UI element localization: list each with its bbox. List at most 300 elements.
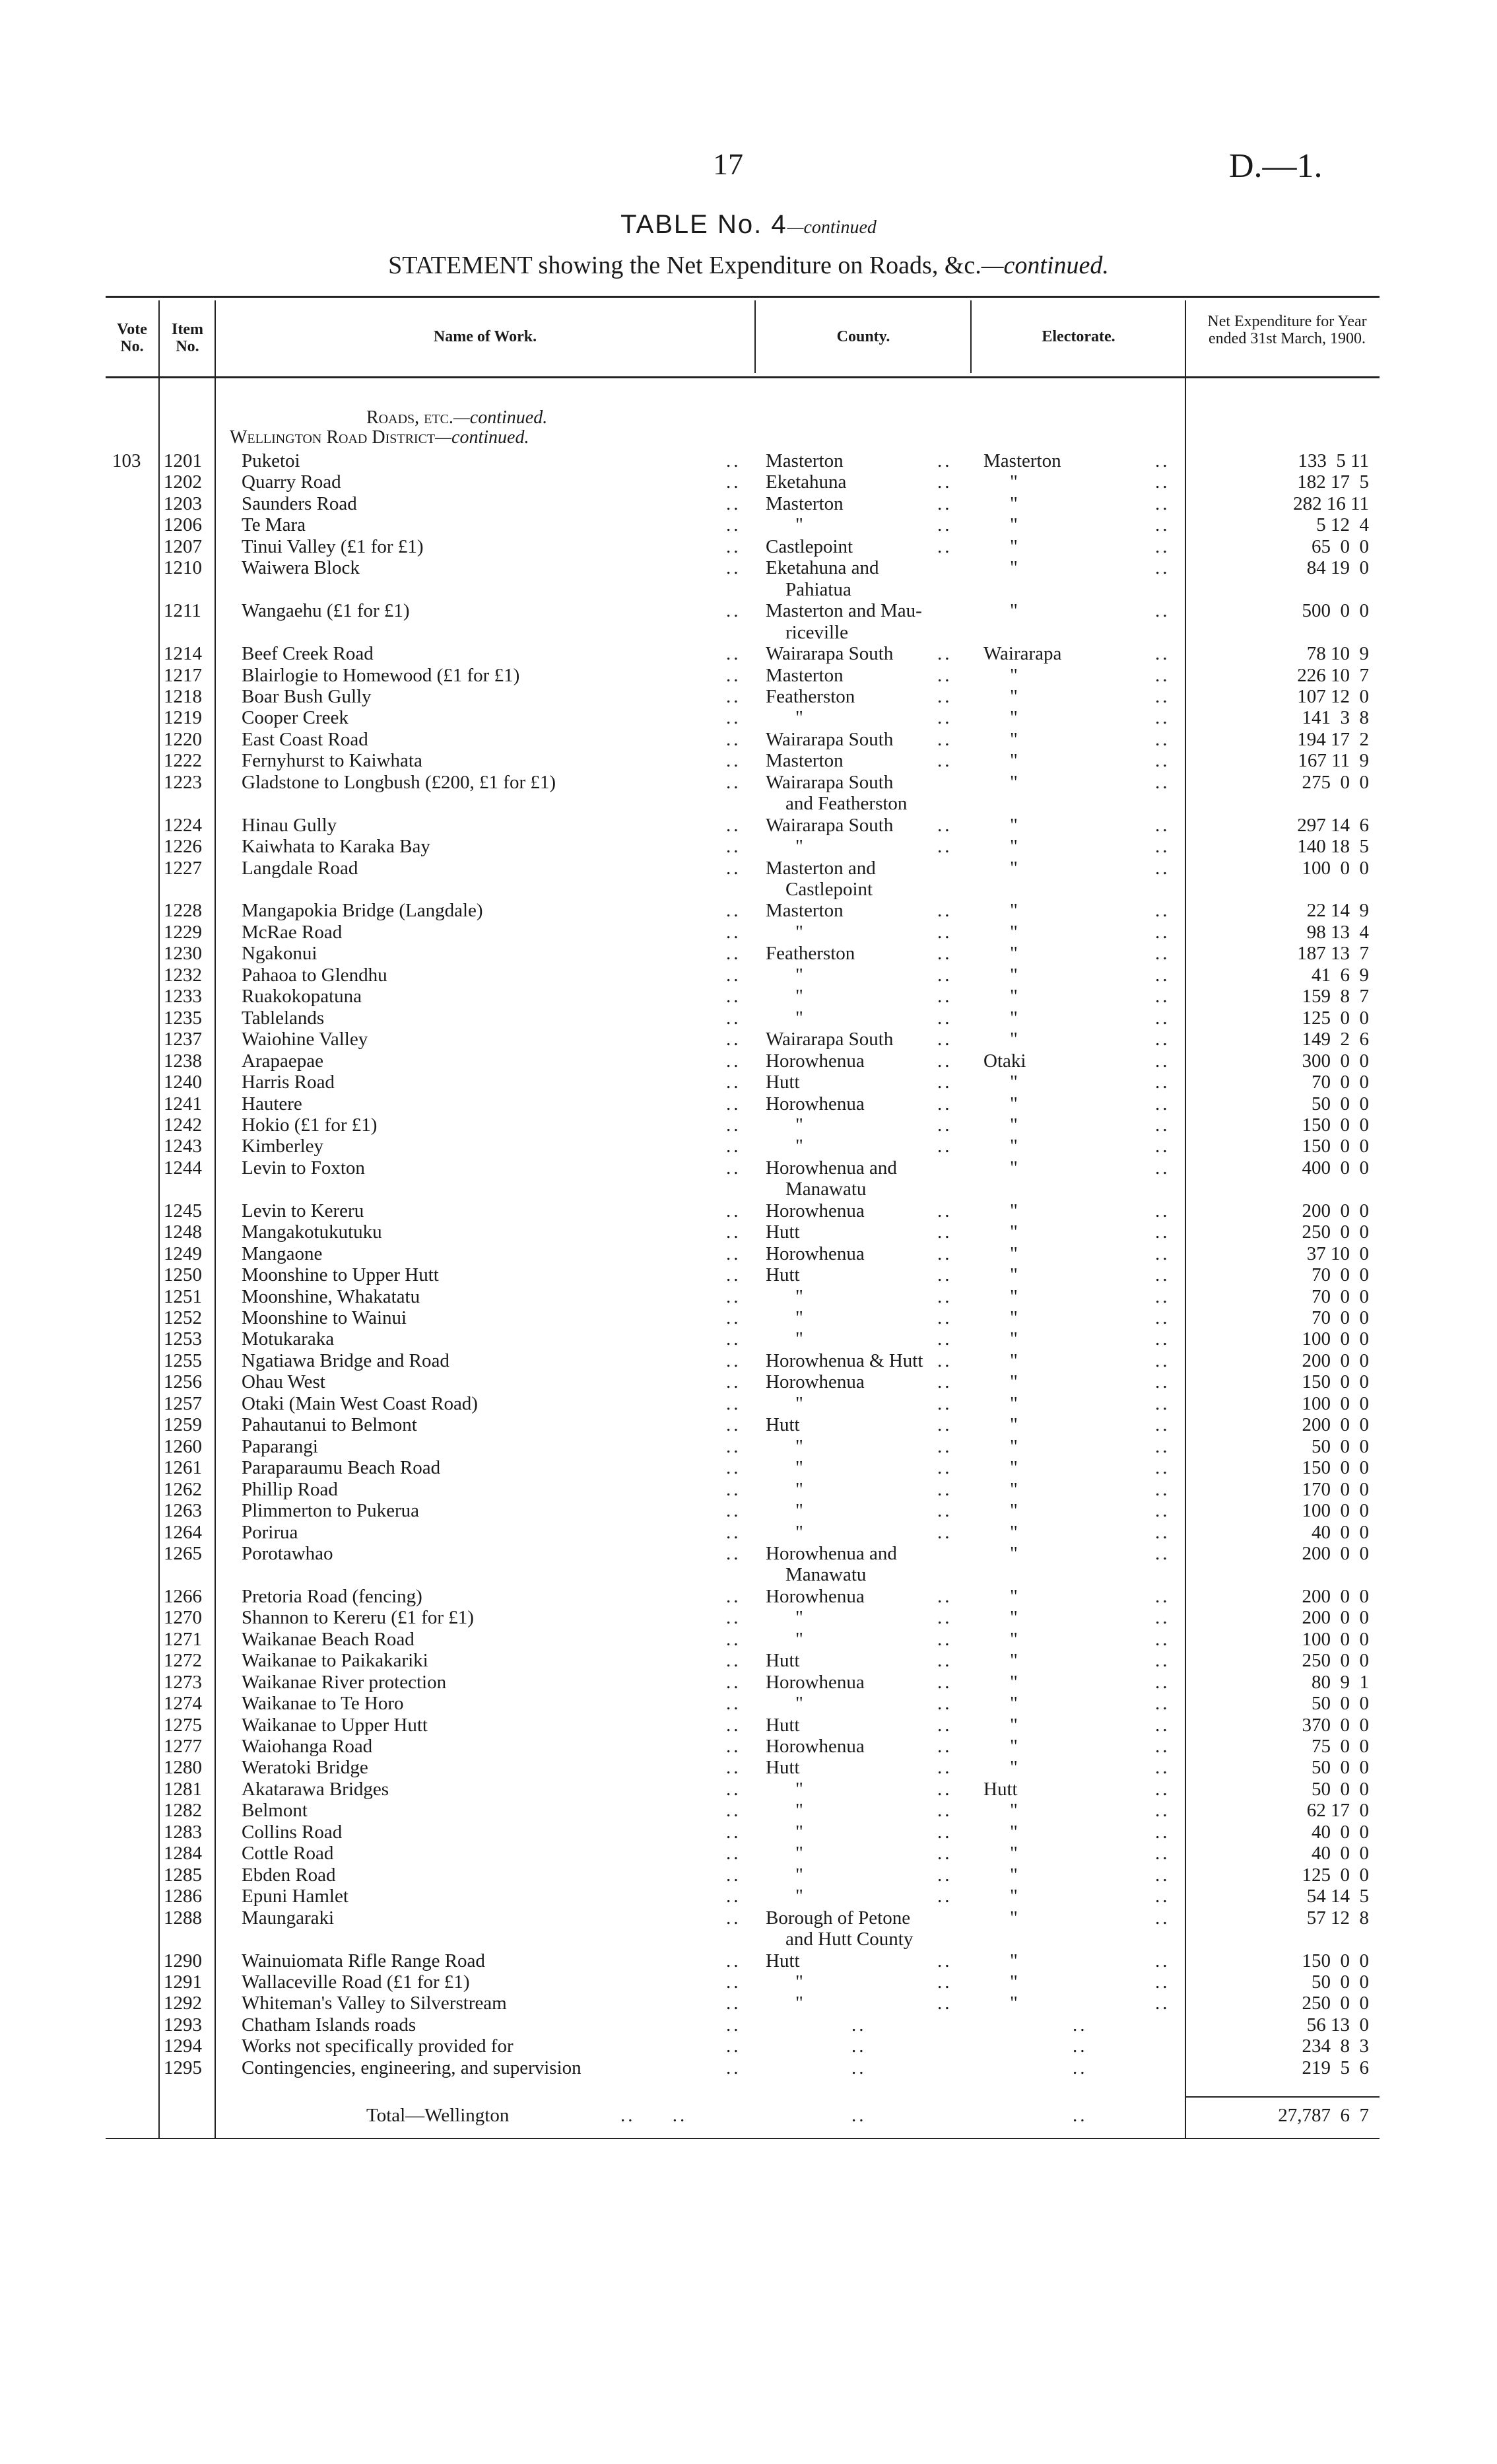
work-name: Phillip Road (242, 1478, 338, 1500)
county: " (795, 1971, 803, 1993)
electorate: " (1010, 1072, 1018, 1093)
electorate: " (1010, 1800, 1018, 1822)
net-expenditure: 50 0 0 (1312, 1435, 1369, 1457)
net-expenditure: 40 0 0 (1312, 1521, 1369, 1543)
electorate-leader-dots: .. (1155, 1585, 1170, 1607)
net-expenditure: 78 10 9 (1306, 643, 1369, 665)
county: Horowhenua & Hutt (766, 1350, 923, 1371)
electorate: " (1010, 1907, 1018, 1929)
county: " (795, 1800, 803, 1822)
electorate-leader-dots: .. (1155, 1392, 1170, 1414)
county-leader-dots: .. (937, 1585, 952, 1607)
electorate-leader-dots: .. (1155, 1714, 1170, 1736)
item-number: 1218 (164, 685, 202, 707)
work-name: Chatham Islands roads (242, 2014, 416, 2036)
county: Hutt (766, 1950, 800, 1971)
county: " (795, 1778, 803, 1800)
name-leader-dots: .. (726, 1221, 741, 1243)
table-title-main: TABLE No. 4 (620, 210, 787, 239)
net-expenditure: 282 16 11 (1293, 493, 1369, 514)
work-name: Ebden Road (242, 1864, 336, 1886)
item-number: 1255 (164, 1350, 202, 1371)
net-expenditure: 150 0 0 (1302, 1136, 1369, 1157)
electorate-leader-dots: .. (1155, 750, 1170, 772)
electorate: " (1010, 728, 1018, 750)
item-number: 1293 (164, 2014, 202, 2036)
county-leader-dots: .. (937, 1607, 952, 1629)
net-expenditure: 100 0 0 (1302, 1328, 1369, 1350)
county: " (795, 1328, 803, 1350)
item-number: 1265 (164, 1542, 202, 1564)
electorate-leader-dots: .. (1155, 1350, 1170, 1371)
col-divider-county (970, 300, 972, 373)
net-expenditure: 80 9 1 (1312, 1671, 1369, 1693)
county: Masterton (766, 450, 844, 471)
county: " (795, 1307, 803, 1328)
county: Eketahuna and (766, 557, 879, 579)
net-expenditure: 5 12 4 (1316, 514, 1369, 536)
electorate-leader-dots: .. (1155, 1457, 1170, 1479)
electorate-leader-dots: .. (1155, 986, 1170, 1008)
name-leader-dots: .. (726, 814, 741, 836)
name-leader-dots: .. (726, 1907, 741, 1929)
county-leader-dots: .. (937, 1457, 952, 1479)
net-expenditure: 75 0 0 (1312, 1736, 1369, 1757)
name-leader-dots: .. (726, 1392, 741, 1414)
work-name: Quarry Road (242, 471, 341, 493)
net-expenditure: 50 0 0 (1312, 1757, 1369, 1779)
section-roads-label: Roads, etc. (366, 407, 453, 428)
work-name: Waikanae to Upper Hutt (242, 1714, 428, 1736)
electorate-leader-dots: .. (1155, 450, 1170, 471)
county: Hutt (766, 1650, 800, 1672)
statement-prefix: STATEMENT showing the Net Expenditure on Roads, &c. (388, 252, 981, 279)
electorate-leader-dots: .. (1155, 1864, 1170, 1886)
county-leader-dots: .. (937, 1843, 952, 1865)
electorate-leader-dots: .. (1155, 1093, 1170, 1114)
county-leader-dots: .. (937, 814, 952, 836)
name-leader-dots: .. (726, 921, 741, 943)
electorate-leader-dots: .. (1155, 1072, 1170, 1093)
electorate-leader-dots: .. (1155, 471, 1170, 493)
county-continued: Manawatu (785, 1179, 867, 1200)
net-expenditure: 100 0 0 (1302, 1628, 1369, 1650)
county-leader-dots: .. (937, 1285, 952, 1307)
county-leader-dots: .. (937, 707, 952, 729)
name-leader-dots: .. (726, 1478, 741, 1500)
table-title-continued: —continued (787, 217, 877, 238)
item-number: 1210 (164, 557, 202, 579)
electorate-leader-dots: .. (1155, 1843, 1170, 1865)
work-name: Maungaraki (242, 1907, 335, 1929)
work-name: Paparangi (242, 1435, 318, 1457)
work-name: Porotawhao (242, 1542, 333, 1564)
electorate-leader-dots: .. (1155, 1371, 1170, 1393)
net-expenditure: 70 0 0 (1312, 1285, 1369, 1307)
county-leader-dots: .. (937, 836, 952, 858)
electorate: " (1010, 1628, 1018, 1650)
item-number: 1228 (164, 900, 202, 922)
county-leader-dots: .. (937, 986, 952, 1008)
name-leader-dots: .. (726, 1693, 741, 1715)
county-leader-dots: .. (937, 643, 952, 665)
county: Wairarapa South (766, 1029, 894, 1050)
name-leader-dots: .. (726, 1050, 741, 1072)
col-divider-vote (158, 300, 160, 2139)
net-expenditure: 297 14 6 (1297, 814, 1369, 836)
county-leader-dots: .. (937, 514, 952, 536)
item-number: 1217 (164, 664, 202, 686)
col-divider-electorate (1185, 300, 1186, 2139)
county-leader-dots: .. (937, 1007, 952, 1029)
item-number: 1295 (164, 2057, 202, 2078)
name-leader-dots: .. (726, 1307, 741, 1328)
name-leader-dots: .. (726, 943, 741, 965)
electorate-leader-dots: .. (1155, 1114, 1170, 1136)
county: Horowhenua (766, 1585, 865, 1607)
electorate-leader-dots: .. (1155, 535, 1170, 557)
name-leader-dots: .. (726, 1542, 741, 1564)
electorate: " (1010, 514, 1018, 536)
item-number: 1250 (164, 1264, 202, 1286)
work-name: Beef Creek Road (242, 643, 374, 665)
county: " (795, 964, 803, 986)
electorate-leader-dots: .. (1155, 1693, 1170, 1715)
county-leader-dots: .. (937, 1736, 952, 1757)
county: Hutt (766, 1757, 800, 1779)
electorate-leader-dots: .. (1155, 857, 1170, 879)
county-continued: riceville (785, 621, 849, 643)
net-expenditure: 149 2 6 (1302, 1029, 1369, 1050)
electorate-leader-dots: .. (1155, 1029, 1170, 1050)
work-name: Waiwera Block (242, 557, 360, 579)
name-leader-dots: .. (726, 1500, 741, 1522)
net-expenditure: 70 0 0 (1312, 1072, 1369, 1093)
item-number: 1232 (164, 964, 202, 986)
name-leader-dots: .. (726, 750, 741, 772)
net-expenditure: 250 0 0 (1302, 1993, 1369, 2014)
electorate: " (1010, 964, 1018, 986)
section-district (230, 427, 529, 448)
section-district-label: Wellington Road District (230, 427, 436, 448)
name-leader-dots: .. (726, 2036, 741, 2057)
work-name: Fernyhurst to Kaiwhata (242, 750, 422, 772)
electorate-leader-dots: .. (1155, 1136, 1170, 1157)
item-number: 1294 (164, 2036, 202, 2057)
county: " (795, 1136, 803, 1157)
name-leader-dots: .. (726, 728, 741, 750)
county-leader-dots: .. (937, 664, 952, 686)
item-number: 1245 (164, 1200, 202, 1221)
electorate: " (1010, 1821, 1018, 1843)
item-number: 1243 (164, 1136, 202, 1157)
name-leader-dots: .. (726, 2057, 741, 2078)
electorate: " (1010, 1264, 1018, 1286)
electorate: " (1010, 921, 1018, 943)
work-name: Tablelands (242, 1007, 325, 1029)
electorate-leader-dots: .. (1155, 1671, 1170, 1693)
name-leader-dots: .. (726, 1628, 741, 1650)
name-leader-dots: .. (726, 493, 741, 514)
name-leader-dots: .. (726, 514, 741, 536)
vote-number: 103 (112, 450, 141, 471)
work-name: Akatarawa Bridges (242, 1778, 389, 1800)
county: " (795, 1435, 803, 1457)
name-leader-dots: .. (726, 1757, 741, 1779)
name-leader-dots: .. (726, 1136, 741, 1157)
electorate-leader-dots: .. (1073, 2057, 1088, 2078)
electorate-leader-dots: .. (1155, 921, 1170, 943)
total-leader-dots: .. .. (620, 2105, 688, 2126)
statement-suffix: —continued. (981, 252, 1109, 279)
work-name: Cooper Creek (242, 707, 349, 729)
work-name: Pahautanui to Belmont (242, 1414, 417, 1436)
county: " (795, 986, 803, 1008)
header-county: County. (836, 328, 890, 345)
item-number: 1273 (164, 1671, 202, 1693)
electorate: " (1010, 1392, 1018, 1414)
county-leader-dots: .. (937, 1521, 952, 1543)
work-name: Kaiwhata to Karaka Bay (242, 836, 430, 858)
name-leader-dots: .. (726, 1435, 741, 1457)
county-leader-dots: .. (937, 900, 952, 922)
work-name: Waikanae Beach Road (242, 1628, 415, 1650)
county-leader-dots: .. (937, 1328, 952, 1350)
county-leader-dots: .. (937, 1072, 952, 1093)
work-name: Kimberley (242, 1136, 324, 1157)
name-leader-dots: .. (726, 1950, 741, 1971)
county: Masterton (766, 664, 844, 686)
county: " (795, 1628, 803, 1650)
county: Horowhenua (766, 1200, 865, 1221)
county-leader-dots: .. (937, 1093, 952, 1114)
item-number: 1203 (164, 493, 202, 514)
table-title (0, 210, 1497, 240)
county-leader-dots: .. (937, 1864, 952, 1886)
county: Eketahuna (766, 471, 847, 493)
county: Masterton and (766, 857, 876, 879)
electorate: " (1010, 1328, 1018, 1350)
electorate: " (1010, 857, 1018, 879)
electorate: " (1010, 814, 1018, 836)
electorate: Wairarapa (983, 643, 1062, 665)
name-leader-dots: .. (726, 1736, 741, 1757)
work-name: Mangaone (242, 1243, 323, 1264)
work-name: Waiohanga Road (242, 1736, 373, 1757)
work-name: Pahaoa to Glendhu (242, 964, 387, 986)
item-number: 1206 (164, 514, 202, 536)
name-leader-dots: .. (726, 685, 741, 707)
electorate: " (1010, 1136, 1018, 1157)
name-leader-dots: .. (726, 1328, 741, 1350)
name-leader-dots: .. (726, 1800, 741, 1822)
county: Featherston (766, 685, 855, 707)
work-name: Weratoki Bridge (242, 1757, 368, 1779)
county-leader-dots: .. (937, 1950, 952, 1971)
page-number: 17 (713, 147, 743, 181)
county: Horowhenua and (766, 1542, 897, 1564)
county-leader-dots: .. (937, 1886, 952, 1907)
electorate-leader-dots: .. (1155, 1435, 1170, 1457)
item-number: 1249 (164, 1243, 202, 1264)
item-number: 1256 (164, 1371, 202, 1393)
electorate-leader-dots: .. (1155, 707, 1170, 729)
county-leader-dots: .. (937, 1500, 952, 1522)
item-number: 1286 (164, 1886, 202, 1907)
electorate-leader-dots: .. (1155, 1243, 1170, 1264)
county: " (795, 836, 803, 858)
name-leader-dots: .. (726, 535, 741, 557)
county-continued: and Featherston (785, 793, 908, 815)
county-leader-dots: .. (937, 1350, 952, 1371)
county: Horowhenua (766, 1050, 865, 1072)
name-leader-dots: .. (726, 1843, 741, 1865)
total-county-dots: .. (851, 2105, 867, 2126)
electorate-leader-dots: .. (1155, 1650, 1170, 1672)
work-name: Moonshine to Wainui (242, 1307, 407, 1328)
net-expenditure: 300 0 0 (1302, 1050, 1369, 1072)
col-divider-name (754, 300, 756, 373)
county: " (795, 1007, 803, 1029)
electorate-leader-dots: .. (1155, 1414, 1170, 1436)
electorate: " (1010, 1843, 1018, 1865)
item-number: 1271 (164, 1628, 202, 1650)
work-name: Mangakotukutuku (242, 1221, 382, 1243)
name-leader-dots: .. (726, 1650, 741, 1672)
item-number: 1266 (164, 1585, 202, 1607)
electorate-leader-dots: .. (1073, 2014, 1088, 2036)
electorate-leader-dots: .. (1155, 1007, 1170, 1029)
item-number: 1277 (164, 1736, 202, 1757)
electorate: " (1010, 1221, 1018, 1243)
item-number: 1226 (164, 836, 202, 858)
electorate-leader-dots: .. (1155, 1478, 1170, 1500)
net-expenditure: 100 0 0 (1302, 857, 1369, 879)
county: " (795, 1500, 803, 1522)
net-expenditure: 140 18 5 (1297, 836, 1369, 858)
electorate-leader-dots: .. (1155, 493, 1170, 514)
work-name: Wallaceville Road (£1 for £1) (242, 1971, 470, 1993)
electorate-leader-dots: .. (1155, 1157, 1170, 1179)
work-name: Waikanae River protection (242, 1671, 447, 1693)
net-expenditure: 170 0 0 (1302, 1478, 1369, 1500)
total-amount: 27,787 6 7 (1278, 2105, 1369, 2126)
electorate: " (1010, 1950, 1018, 1971)
net-expenditure: 37 10 0 (1306, 1243, 1369, 1264)
net-expenditure: 187 13 7 (1297, 943, 1369, 965)
header-net-expenditure: Net Expenditure for Year ended 31st March, 1900. (1207, 313, 1367, 347)
electorate: " (1010, 1607, 1018, 1629)
work-name: Motukaraka (242, 1328, 335, 1350)
name-leader-dots: .. (726, 600, 741, 622)
work-name: Tinui Valley (£1 for £1) (242, 535, 424, 557)
county-leader-dots: .. (937, 1264, 952, 1286)
name-leader-dots: .. (726, 1285, 741, 1307)
net-expenditure: 226 10 7 (1297, 664, 1369, 686)
electorate: " (1010, 664, 1018, 686)
header-bottom-rule (106, 376, 1380, 378)
electorate-leader-dots: .. (1155, 1328, 1170, 1350)
electorate: " (1010, 1157, 1018, 1179)
county-leader-dots: .. (937, 1628, 952, 1650)
electorate: " (1010, 707, 1018, 729)
county: Hutt (766, 1714, 800, 1736)
net-expenditure: 200 0 0 (1302, 1200, 1369, 1221)
header-top-rule (106, 296, 1380, 298)
item-number: 1230 (164, 943, 202, 965)
electorate-leader-dots: .. (1155, 1200, 1170, 1221)
item-number: 1282 (164, 1800, 202, 1822)
electorate: " (1010, 943, 1018, 965)
item-number: 1280 (164, 1757, 202, 1779)
work-name: Arapaepae (242, 1050, 323, 1072)
item-number: 1201 (164, 450, 202, 471)
net-expenditure: 250 0 0 (1302, 1221, 1369, 1243)
county-leader-dots: .. (937, 750, 952, 772)
net-expenditure: 275 0 0 (1302, 771, 1369, 793)
name-leader-dots: .. (726, 450, 741, 471)
county: Masterton (766, 750, 844, 772)
item-number: 1238 (164, 1050, 202, 1072)
item-number: 1292 (164, 1993, 202, 2014)
electorate: " (1010, 1757, 1018, 1779)
header-name: Name of Work. (433, 328, 537, 345)
net-expenditure: 98 13 4 (1306, 921, 1369, 943)
section-district-continued: —continued. (435, 427, 529, 448)
name-leader-dots: .. (726, 557, 741, 579)
electorate: " (1010, 493, 1018, 514)
electorate: " (1010, 1671, 1018, 1693)
county-continued: and Hutt County (785, 1929, 914, 1950)
county-leader-dots: .. (937, 1757, 952, 1779)
county: " (795, 1993, 803, 2014)
document-reference: D.—1. (1229, 147, 1323, 185)
county-leader-dots: .. (937, 1136, 952, 1157)
county-leader-dots: .. (937, 728, 952, 750)
work-name: Moonshine, Whakatatu (242, 1285, 420, 1307)
county: " (795, 1607, 803, 1629)
work-name: Gladstone to Longbush (£200, £1 for £1) (242, 771, 556, 793)
electorate: " (1010, 836, 1018, 858)
net-expenditure: 370 0 0 (1302, 1714, 1369, 1736)
electorate: " (1010, 1650, 1018, 1672)
county-continued: Castlepoint (785, 879, 873, 900)
electorate: " (1010, 1114, 1018, 1136)
work-name: Blairlogie to Homewood (£1 for £1) (242, 664, 520, 686)
name-leader-dots: .. (726, 643, 741, 665)
name-leader-dots: .. (726, 1093, 741, 1114)
work-name: Saunders Road (242, 493, 357, 514)
county-leader-dots: .. (937, 450, 952, 471)
county-continued: Pahiatua (785, 578, 851, 600)
net-expenditure: 234 8 3 (1302, 2036, 1369, 2057)
net-expenditure: 400 0 0 (1302, 1157, 1369, 1179)
name-leader-dots: .. (726, 1585, 741, 1607)
county-leader-dots: .. (937, 1221, 952, 1243)
electorate-leader-dots: .. (1155, 514, 1170, 536)
net-expenditure: 219 5 6 (1302, 2057, 1369, 2078)
item-number: 1214 (164, 643, 202, 665)
work-name: Levin to Foxton (242, 1157, 365, 1179)
name-leader-dots: .. (726, 1971, 741, 1993)
county: Horowhenua and (766, 1157, 897, 1179)
county: Masterton (766, 900, 844, 922)
work-name: Levin to Kereru (242, 1200, 364, 1221)
item-number: 1261 (164, 1457, 202, 1479)
electorate-leader-dots: .. (1155, 1950, 1170, 1971)
item-number: 1275 (164, 1714, 202, 1736)
item-number: 1262 (164, 1478, 202, 1500)
